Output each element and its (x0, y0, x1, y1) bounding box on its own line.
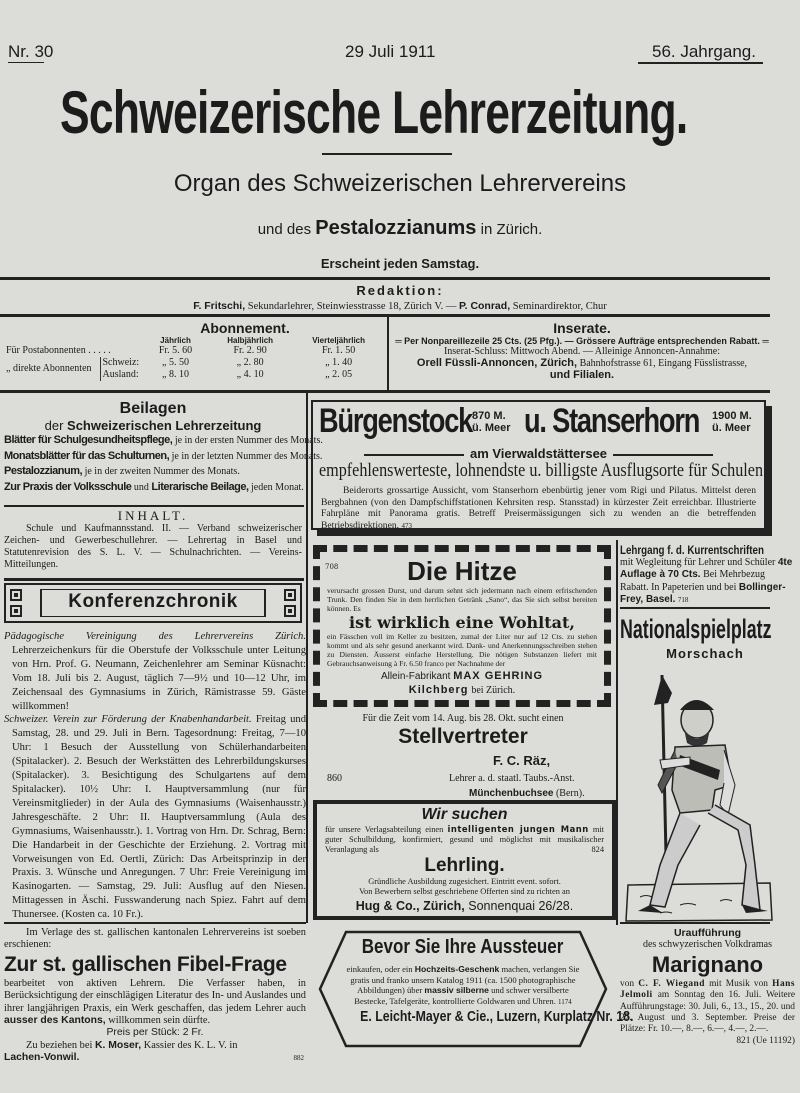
editor1-name: F. Fritschi, (193, 300, 246, 312)
body-post: am Sonntag den 16. Juli. Weitere Aufführungstage: 30. Juli, 6., 13., 15., 20. und 27. August und 3. September. Preise der Plätze: Fr. 10.—, 8.—, 6.—, 4.—, 2.—. (620, 990, 795, 1035)
agency-branches: und Filialen. (549, 369, 615, 381)
marig-title: Marignano (651, 951, 764, 977)
lehrgang-title: Lehrgang f. d. Kurrentschriften (620, 545, 764, 557)
inhalt-text: Schule und Kaufmannsstand. II. — Verband schweizerischer Zeichen- und Gewerbeschullehrer. — Lehrertag in Basel und Statutenrevision des S. L. V. — Schulnachrichten. — Vereins-Mitteilungen. (4, 523, 302, 570)
inserate-rates: ═ Per Nonpareillezeile 25 Cts. (25 Pfg.). — Grössere Aufträge entsprechenden Rabatt. ═ (395, 336, 769, 346)
fibel-order (4, 1040, 306, 1052)
inserate-deadline: Inserat-Schluss: Mittwoch Abend. — Alleinige Annoncen-Annahme: (443, 346, 721, 357)
cell-quarter: „ 2. 05 (325, 369, 353, 380)
fibel-title: Zur st. gallischen Fibel-Frage (4, 952, 287, 976)
rule-konferenz (4, 922, 306, 924)
ad-buergenstock-stanserhorn (311, 400, 766, 530)
fibel-body-bold: ausser des Kantons, (4, 1015, 106, 1027)
maker-place: Kilchberg (408, 684, 469, 696)
stell-place: Münchenbuchsee (469, 788, 554, 799)
order-place: Lachen-Vonwil. (4, 1052, 80, 1064)
stell-name: F. C. Räz, (493, 753, 551, 768)
ad-number: 473 (401, 521, 412, 530)
rule-double-top (0, 277, 770, 280)
rule-beilagen (4, 505, 304, 507)
table-row (4, 357, 386, 369)
item-desc: je in der letzten Nummer des Monats. (169, 450, 323, 462)
buerg-slogan: empfehlenswerteste, lohnendste u. billigste Ausflugsorte für Schulen (319, 460, 764, 481)
natsp-title: Nationalspielplatz (620, 614, 772, 644)
wir-firm-address: Sonnenquai 26/28. (468, 899, 574, 913)
wir-title: Wir suchen (421, 806, 508, 823)
entry-heading: Pädagogische Vereinigung des Lehrervereins Zürich. (4, 631, 306, 642)
redaktion-title: Redaktion: (356, 283, 444, 298)
body-bold: Hochzeits-Geschenk (414, 964, 500, 974)
maker-place-post: bei Zürich. (471, 685, 516, 696)
item-desc: je in der ersten Nummer des Monats. (172, 435, 323, 446)
entry-heading: Schweizer. Verein zur Förderung der Knabenhandarbeit. (4, 714, 252, 726)
ad-lehrgang (620, 545, 795, 606)
rule-vertical-right (616, 540, 618, 925)
stell-title: Stellvertreter (398, 725, 528, 748)
beilagen-sub-bold: Schweizerischen Lehrerzeitung (67, 418, 262, 433)
subtitle-bold: Pestalozzianums (315, 217, 477, 239)
entry-text: Lehrerzeichenkurs für die Oberstufe der Volksschule unter Leitung von Hrn. Prof. G. Neumann, Zeichenlehrer am Seminar Küsnacht: Vom 18. Juli bis 2. August, täglich 7—9½ und 10—12 Uhr, im Zeichensaal des Gymnasiums in Zürich, Rämistrasse 59. Gäste willkommen! (12, 644, 306, 712)
alt2-value: 1900 M. (712, 410, 752, 422)
item-name: Zur Praxis der Volksschule (4, 480, 132, 493)
maker-pre: Allein-Fabrikant (380, 671, 451, 682)
marig-sub: des schwyzerischen Volkdramas (642, 939, 773, 951)
konferenzchronik-entries (4, 630, 306, 922)
list-item (4, 630, 306, 713)
buerg-lake: am Vierwaldstättersee (313, 446, 764, 461)
cell-yearly: Fr. 5. 60 (158, 345, 193, 356)
buerg-alt1 (472, 410, 511, 434)
body-bold: 4te Auflage à 70 Cts. (620, 557, 793, 581)
alt1-value: 870 M. (472, 410, 506, 422)
inhalt-title: INHALT. (117, 508, 189, 523)
wir-body (325, 824, 604, 855)
rule-warrior (620, 922, 770, 924)
redaktion-editors (0, 300, 800, 312)
rule-under-abo (0, 390, 770, 393)
cell-yearly: „ 8. 10 (162, 369, 189, 380)
table-row (4, 345, 386, 357)
masthead-title: Schweizerische Lehrerzeitung. (60, 79, 688, 146)
issue-number: Nr. 30 (8, 42, 54, 61)
item-name: Pestalozzianum, (4, 465, 83, 477)
subtitle-organ: Organ des Schweizerischen Lehrervereins (173, 170, 627, 197)
row-label: Für Postabonnenten . . . . . (6, 345, 111, 356)
marig-pre: Uraufführung (673, 927, 742, 939)
agency-address: Bahnhofstrasse 61, Eingang Füsslistrasse, (579, 358, 748, 369)
ad-number: 718 (677, 595, 689, 604)
rule-lehrgang (620, 607, 770, 609)
abonnement-table (4, 320, 386, 381)
stell-location (469, 788, 585, 799)
ad-number: 824 (591, 845, 604, 854)
inserate-title: Inserate. (553, 320, 611, 336)
col-half: Halbjährlich (227, 336, 274, 345)
body-bold2: Bollinger-Frey, Basel. (620, 581, 786, 605)
ad-die-hitze (313, 545, 611, 707)
ad-fibel-frage (4, 927, 306, 1065)
maker-name: MAX GEHRING (453, 670, 544, 682)
rule-vertical-left (306, 393, 308, 923)
body-pre: einkaufen, oder ein (346, 964, 415, 974)
cell-half: Fr. 2. 90 (233, 345, 267, 356)
body-post: und schwer versilberte Bestecke, Tafelgeräte, kontrollierte Goldwaren und Uhren. (354, 985, 569, 1006)
lehrgang-body (620, 557, 795, 606)
order-pre: Zu beziehen bei (26, 1039, 95, 1051)
wir-body-post: mit guter Schulbildung, konfirmiert, gesund und möglichst mit musikalischer Veranlagung als (325, 825, 605, 854)
volume-underline (638, 62, 763, 64)
ad-marignano (620, 928, 795, 1047)
list-item (4, 449, 323, 465)
item-desc: je in der zweiten Nummer des Monats. (82, 466, 240, 477)
ad-number: 860 (327, 773, 342, 784)
list-item (4, 464, 302, 480)
buerg-alt2 (712, 410, 752, 434)
issue-date: 29 Juli 1911 (345, 42, 436, 61)
marig-author: C. F. Wiegand (638, 978, 705, 989)
fibel-body (4, 978, 306, 1028)
ad-stellvertreter (313, 713, 613, 798)
aussteuer-title: Bevor Sie Ihre Aussteuer (362, 936, 564, 958)
volume-year: 56. Jahrgang. (652, 42, 756, 61)
body-mid: mit Musik von (704, 978, 773, 989)
subtitle-pre: und des (257, 221, 312, 238)
item-name-2: Literarische Beilage, (151, 480, 249, 493)
list-item (4, 433, 323, 449)
body-mid: Bei Mehrbezug Rabatt. In Papeterien und bei (620, 569, 766, 593)
body-pre: von (620, 978, 639, 989)
cell-half: „ 2. 80 (236, 357, 264, 368)
masthead-rule (322, 153, 452, 155)
list-item (4, 480, 302, 496)
ad-wir-suchen (313, 800, 616, 920)
hitze-body1: verursacht grossen Durst, und darum sehnt sich jedermann nach einem erfrischenden Trunk. Den finden Sie in dem herrlichen Getränk „Sano“, das Sie sich selbst bereiten können. Es (327, 586, 597, 613)
subtitle-pestalozzianum (0, 217, 800, 240)
hitze-place (323, 684, 601, 696)
hitze-maker (323, 670, 601, 682)
natsp-place: Morschach (666, 646, 744, 661)
alt1-unit: ü. Meer (472, 422, 511, 434)
item-conj: und (131, 481, 152, 493)
order-post: Kassier des K. L. V. in (141, 1039, 238, 1051)
aussteuer-firm: E. Leicht-Mayer & Cie., Luzern, Kurplatz Nr. 18. (360, 1009, 634, 1025)
marig-composer: Hans Jelmoli (620, 978, 795, 1001)
konferenzchronik-title: Konferenzchronik (68, 591, 238, 612)
marig-body (620, 978, 795, 1046)
row-sub: Schweiz: (102, 357, 140, 368)
body-pre: mit Wegleitung für Lehrer und Schüler (620, 557, 778, 569)
col-yearly: Jährlich (160, 336, 191, 345)
list-item (4, 713, 306, 922)
hitze-title: Die Hitze (407, 556, 517, 586)
ad-number: 882 (293, 1054, 304, 1063)
wir-firm (325, 899, 604, 913)
buerg-name1: Bürgenstock (319, 402, 473, 440)
fibel-body-post: willkommen sein dürfte. (105, 1015, 211, 1027)
body-bold2: massiv silberne (424, 985, 489, 995)
stell-place-post: (Bern). (555, 788, 585, 799)
wir-body-bold: intelligenten jungen Mann (447, 824, 589, 834)
ad-number: 1174 (558, 997, 572, 1006)
abonnement-prices (4, 336, 386, 381)
buerg-body-text: Beiderorts grossartige Aussicht, vom Stanserhorn ebenbürtig jener vom Rigi und Pilatus. Mittelst deren Bergbahnen (von den Dampfschiffstationen Kehrsiten resp. Stansstad) in kürzester Zeit erreichbar. Illustrierte Fahrpläne mit Panorama gratis. Betreff Preisermässigungen sich zu wenden an die betreffenden Betriebsdirektionen. (321, 485, 756, 531)
fibel-intro: Im Verlage des st. gallischen kantonalen Lehrervereins ist soeben erschienen: (4, 927, 306, 951)
beilagen-subtitle (4, 418, 302, 433)
cell-quarter: Fr. 1. 50 (321, 345, 356, 356)
hitze-body2: ein Fässchen voll im Keller zu besitzen, zumal der Liter nur auf 12 Cts. zu stehen kommt und als sehr gesund anerkannt wird. Dank- und Anerkennungsschreiben stehen zu Diensten. Äusserst einfache Herstellung. Die nötigen Substanzen liefert mit Gebrauchsanweisung à Fr. 6.50 franco per Nachnahme der (327, 632, 597, 668)
wir-line2: Von Bewerbern selbst geschriebene Offerten sind zu richten an (359, 887, 570, 896)
fibel-price: Preis per Stück: 2 Fr. (106, 1027, 204, 1039)
cell-yearly: „ 5. 50 (162, 357, 189, 368)
wir-position: Lehrling. (424, 855, 505, 876)
buerg-headline (319, 402, 752, 441)
wir-line1: Gründliche Ausbildung zugesichert. Eintritt event. sofort. (368, 877, 561, 886)
alt2-unit: ü. Meer (712, 422, 751, 434)
row-sub: Ausland: (102, 369, 139, 380)
editor1-detail: Sekundarlehrer, Steinwiesstrasse 18, Zürich V. — (247, 301, 457, 312)
beilagen-title: Beilagen (119, 400, 187, 417)
stell-position: Lehrer a. d. staatl. Taubs.-Anst. (449, 773, 575, 784)
fibel-body-pre: bearbeitet von aktiven Lehrern. Die Verfasser haben, in Berücksichtigung der einschlägigen Literatur des In- und Auslandes und ihrer langjährigen Praxis, ein Werk geschaffen, das jedem Lehrer auch (4, 977, 306, 1014)
stell-intro: Für die Zeit vom 14. Aug. bis 28. Okt. sucht einen (362, 713, 564, 724)
editor2-detail: Seminardirektor, Chur (512, 301, 607, 312)
rule-redaktion (0, 314, 770, 317)
item-name: Monatsblätter für das Schulturnen, (4, 449, 170, 462)
inserate-block (392, 320, 772, 381)
wir-firm-name: Hug & Co., Zürich, (355, 899, 465, 913)
cell-quarter: „ 1. 40 (325, 357, 353, 368)
publication-frequency: Erscheint jeden Samstag. (320, 256, 480, 271)
row-label: „ direkte Abonnenten (4, 357, 100, 381)
subtitle-post: in Zürich. (480, 221, 543, 238)
item-desc: jeden Monat. (248, 481, 304, 493)
rule-vertical-abo (387, 317, 389, 390)
aussteuer-body (342, 964, 584, 1007)
inhalt-block (4, 510, 302, 571)
konferenzchronik-banner (4, 583, 302, 623)
entry-text: Freitag und Samstag, 28. und 29. Juli in Bern. Tagesordnung: Freitag, 7—10 Uhr: 1 Besuch der Ausstellung von Schülerhandarbeiten (Spitalacker). 2. Besuch der Werkstätten des Lehrerbildungskurses (Spitalacker). 3. Besichtigung des Schulgartens auf dem Spitalacker). 10½ Uhr: I. Hauptversammlung (nur für Vereinsmitglieder) in der Aula des Gymnasiums (Waisenhausstr.) Jahresgeschäfte. 2 Uhr: II. Hauptversammlung (Aula des Gymnasiums, Waisenhausstr.). 1. Vortrag von Hrn. Dr. Schrag, Bern: Die Handarbeit in der Geschichte der Erziehung. 2. Vortrag mit Vorweisungen von Ed. Oertli, Zürich: Das Arbeitsprinzip in der Praxis. 3. Wünsche und Anregungen. 7 Uhr: Freie Vereinigung im Kasinogarten. — Samstag, 29. Juli: Ausflug auf den Niesen. Mittagessen in Äschi. Fusswanderung nach Spiez. Fahrt auf dem Thunersee. (Kosten ca. 10 Fr.). (12, 714, 307, 921)
swiss-halberdier-icon (620, 665, 795, 925)
halberdier-illustration (620, 665, 795, 925)
agency-name: Orell Füssli-Annoncen, Zürich, (416, 357, 578, 369)
col-quarter: Vierteljährlich (312, 336, 365, 345)
abonnement-title: Abonnement. (200, 320, 290, 336)
inserate-agency (392, 357, 772, 369)
editor2-name: P. Conrad, (458, 300, 511, 312)
ad-nationalspielplatz (620, 612, 790, 661)
ad-number: 708 (325, 563, 339, 571)
cell-half: „ 4. 10 (236, 369, 264, 380)
order-name: K. Moser, (94, 1039, 142, 1051)
body-mid: machen, verlangen Sie gratis und franko unsern Katalog 1911 (ca. 1500 photographische Abbildungen) über (350, 964, 580, 995)
hitze-headline: ist wirklich eine Wohltat, (349, 613, 575, 632)
item-name: Blätter für Schulgesundheitspflege, (4, 434, 173, 446)
beilagen-sub-pre: der (44, 418, 64, 433)
rule-inhalt (4, 578, 304, 581)
beilagen-block (4, 400, 323, 495)
buerg-name2: u. Stanserhorn (524, 402, 700, 440)
issue-underline (8, 62, 44, 63)
wir-body-pre: für unsere Verlagsabteilung einen (325, 825, 448, 834)
ad-number: 821 (Ue 11192) (736, 1035, 795, 1046)
buerg-body (321, 485, 756, 532)
